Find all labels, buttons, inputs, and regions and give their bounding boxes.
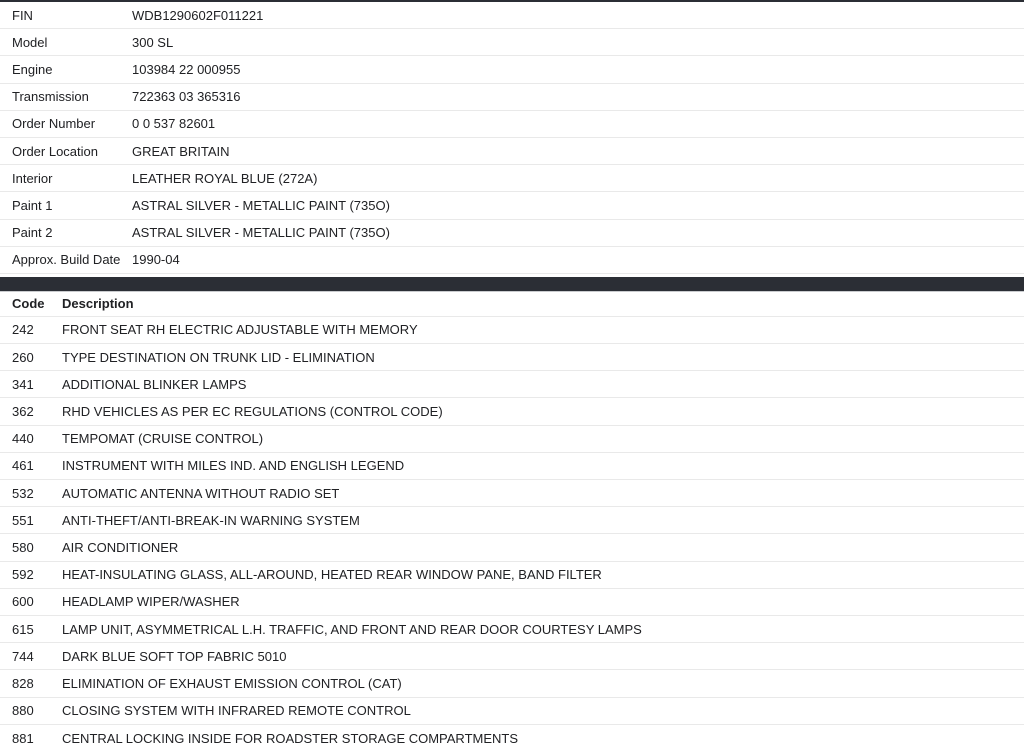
equipment-table-row	[0, 643, 1024, 670]
equipment-code-cell: 580	[12, 539, 34, 555]
equipment-description-cell: HEADLAMP WIPER/WASHER	[62, 594, 240, 610]
equipment-table-row	[0, 589, 1024, 616]
spec-table-row	[0, 111, 1024, 138]
equipment-description-cell: AIR CONDITIONER	[62, 539, 179, 555]
spec-table-row	[0, 84, 1024, 111]
equipment-table-row	[0, 725, 1024, 752]
vehicle-spec-table	[0, 0, 1024, 274]
equipment-table-row	[0, 453, 1024, 480]
spec-row-label: Model	[12, 34, 48, 50]
spec-table-row	[0, 2, 1024, 29]
equipment-table-row	[0, 698, 1024, 725]
equipment-description-cell: DARK BLUE SOFT TOP FABRIC 5010	[62, 648, 287, 664]
equipment-table-row	[0, 426, 1024, 453]
equipment-table-row	[0, 507, 1024, 534]
spec-row-label: Paint 1	[12, 197, 53, 213]
equipment-table-body	[0, 317, 1024, 752]
equipment-code-cell: 600	[12, 594, 34, 610]
spec-table-row	[0, 247, 1024, 274]
spec-table-row	[0, 29, 1024, 56]
equipment-code-cell: 551	[12, 512, 34, 528]
equipment-code-cell: 532	[12, 485, 34, 501]
spec-row-value: 1990-04	[132, 252, 180, 268]
spec-row-label: Interior	[12, 170, 53, 186]
equipment-table-row	[0, 562, 1024, 589]
spec-row-value: GREAT BRITAIN	[132, 143, 230, 159]
spec-row-value: WDB1290602F011221	[132, 7, 264, 23]
spec-row-value: 103984 22 000955	[132, 61, 241, 77]
equipment-code-cell: 362	[12, 404, 34, 420]
equipment-description-cell: ANTI-THEFT/ANTI-BREAK-IN WARNING SYSTEM	[62, 512, 360, 528]
spec-row-label: FIN	[12, 7, 33, 23]
equipment-description-cell: CENTRAL LOCKING INSIDE FOR ROADSTER STORAGE COMPARTMENTS	[62, 730, 519, 746]
equipment-description-cell: TYPE DESTINATION ON TRUNK LID - ELIMINATION	[62, 349, 375, 365]
equipment-code-cell: 461	[12, 458, 34, 474]
equipment-description-cell: LAMP UNIT, ASYMMETRICAL L.H. TRAFFIC, AND FRONT AND REAR DOOR COURTESY LAMPS	[62, 621, 642, 637]
equipment-description-cell: FRONT SEAT RH ELECTRIC ADJUSTABLE WITH MEMORY	[62, 322, 418, 338]
equipment-table-header-row	[0, 292, 1024, 317]
spec-row-value: 722363 03 365316	[132, 89, 241, 105]
description-column-header: Description	[62, 296, 134, 312]
spec-row-label: Paint 2	[12, 225, 53, 241]
equipment-table-row	[0, 616, 1024, 643]
equipment-description-cell: AUTOMATIC ANTENNA WITHOUT RADIO SET	[62, 485, 340, 501]
spec-table-row	[0, 220, 1024, 247]
equipment-table-row	[0, 398, 1024, 425]
equipment-code-cell: 341	[12, 376, 34, 392]
equipment-table-row	[0, 371, 1024, 398]
spec-table-row	[0, 56, 1024, 83]
equipment-code-cell: 242	[12, 322, 34, 338]
equipment-description-cell: ELIMINATION OF EXHAUST EMISSION CONTROL (CAT)	[62, 675, 402, 691]
equipment-description-cell: ADDITIONAL BLINKER LAMPS	[62, 376, 247, 392]
equipment-table-row	[0, 317, 1024, 344]
code-column-header: Code	[12, 296, 45, 312]
equipment-code-cell: 744	[12, 648, 34, 664]
spec-row-value: ASTRAL SILVER - METALLIC PAINT (735O)	[132, 197, 390, 213]
equipment-table-row	[0, 534, 1024, 561]
equipment-code-cell: 881	[12, 730, 34, 746]
spec-row-label: Order Location	[12, 143, 98, 159]
spec-row-label: Order Number	[12, 116, 96, 132]
spec-row-label: Approx. Build Date	[12, 252, 121, 268]
spec-row-value: LEATHER ROYAL BLUE (272A)	[132, 170, 318, 186]
spec-table-row	[0, 165, 1024, 192]
equipment-description-cell: RHD VEHICLES AS PER EC REGULATIONS (CONTROL CODE)	[62, 404, 443, 420]
equipment-code-cell: 260	[12, 349, 34, 365]
equipment-code-cell: 615	[12, 621, 34, 637]
equipment-description-cell: TEMPOMAT (CRUISE CONTROL)	[62, 431, 264, 447]
spec-table-row	[0, 138, 1024, 165]
spec-table-row	[0, 192, 1024, 219]
equipment-description-cell: CLOSING SYSTEM WITH INFRARED REMOTE CONTROL	[62, 703, 411, 719]
equipment-description-cell: INSTRUMENT WITH MILES IND. AND ENGLISH LEGEND	[62, 458, 405, 474]
section-divider-bar	[0, 277, 1024, 292]
spec-row-value: 300 SL	[132, 34, 174, 50]
spec-row-label: Engine	[12, 61, 53, 77]
spec-row-value: 0 0 537 82601	[132, 116, 216, 132]
equipment-code-cell: 828	[12, 675, 34, 691]
equipment-code-cell: 880	[12, 703, 34, 719]
equipment-code-cell: 440	[12, 431, 34, 447]
equipment-code-cell: 592	[12, 567, 34, 583]
equipment-table-row	[0, 670, 1024, 697]
equipment-table-row	[0, 480, 1024, 507]
equipment-codes-table	[0, 292, 1024, 752]
equipment-table-row	[0, 344, 1024, 371]
spec-row-value: ASTRAL SILVER - METALLIC PAINT (735O)	[132, 225, 390, 241]
spec-row-label: Transmission	[12, 89, 89, 105]
equipment-description-cell: HEAT-INSULATING GLASS, ALL-AROUND, HEATED REAR WINDOW PANE, BAND FILTER	[62, 567, 602, 583]
